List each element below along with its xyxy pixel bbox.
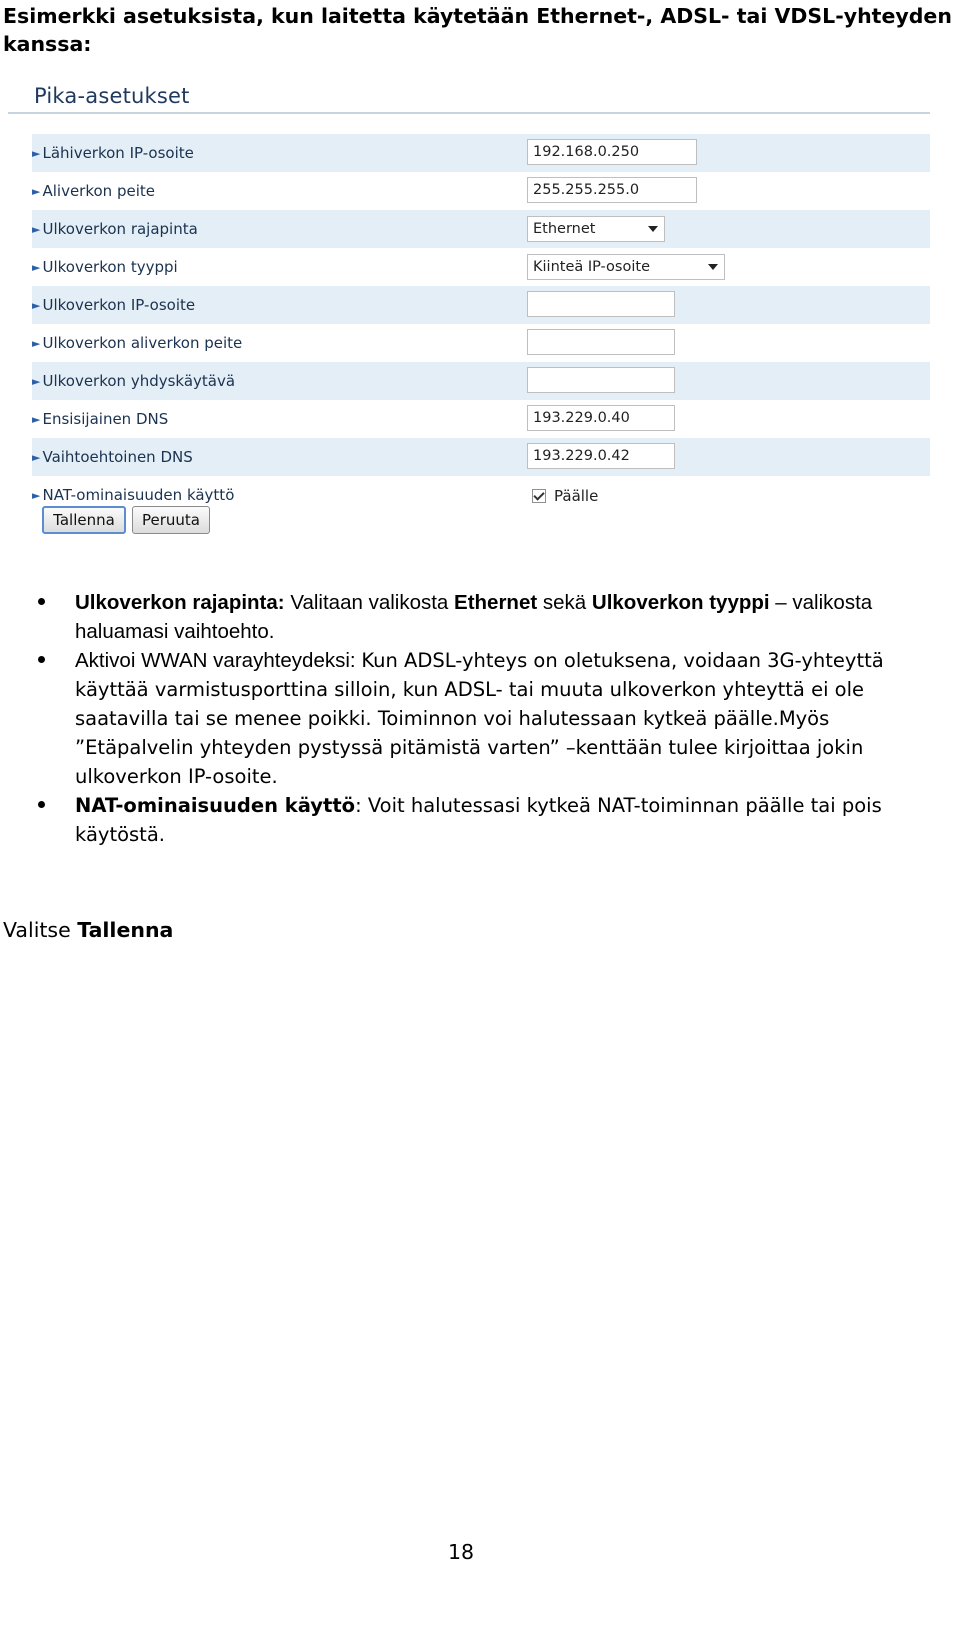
chevron-down-icon xyxy=(648,226,658,232)
wan-type-select[interactable]: Kiinteä IP-osoite xyxy=(527,254,725,280)
body-text: Valitaan valikosta xyxy=(284,591,455,614)
row-subnet-mask xyxy=(32,172,930,210)
bullet-icon xyxy=(38,656,45,663)
arrow-right-icon: ► xyxy=(32,451,41,464)
secondary-dns-input[interactable]: 193.229.0.42 xyxy=(527,443,675,469)
save-button[interactable]: Tallenna xyxy=(42,506,126,534)
row-label: ► Vaihtoehtoinen DNS xyxy=(32,448,193,466)
arrow-right-icon: ► xyxy=(32,375,41,388)
term: Tallenna xyxy=(77,918,174,942)
settings-rows xyxy=(32,134,930,514)
term: Ulkoverkon tyyppi xyxy=(591,591,770,614)
panel-title: Pika-asetukset xyxy=(34,84,190,108)
page-heading: Esimerkki asetuksista, kun laitetta käytetään Ethernet-, ADSL- tai VDSL-yhteyden kanssa: xyxy=(3,4,952,56)
row-wan-interface xyxy=(32,210,930,248)
list-item xyxy=(0,791,935,849)
nat-toggle[interactable] xyxy=(532,486,598,506)
body-text: – valikosta haluamasi vaihtoehto. xyxy=(75,591,873,643)
row-wan-ip xyxy=(32,286,930,324)
wan-gateway-input[interactable] xyxy=(527,367,675,393)
row-label: ► Ulkoverkon aliverkon peite xyxy=(32,334,243,352)
quick-settings-screenshot xyxy=(8,84,930,564)
bullet-icon xyxy=(38,801,45,808)
list-item xyxy=(0,588,935,646)
row-label: ► Ulkoverkon tyyppi xyxy=(32,258,178,276)
panel-divider xyxy=(8,112,930,114)
row-wan-gateway xyxy=(32,362,930,400)
list-item xyxy=(0,646,935,791)
row-label: ► Lähiverkon IP-osoite xyxy=(32,144,194,162)
body-text: sekä xyxy=(537,591,592,614)
page-number: 18 xyxy=(447,1540,475,1564)
cancel-button[interactable]: Peruuta xyxy=(132,506,210,534)
term: Ethernet xyxy=(454,591,538,614)
row-primary-dns xyxy=(32,400,930,438)
row-label: ► Aliverkon peite xyxy=(32,182,155,200)
body-text: Aktivoi WWAN varayhteydeksi: xyxy=(75,649,362,672)
nat-checkbox-label: Päälle xyxy=(554,487,599,505)
chevron-down-icon xyxy=(708,264,718,270)
arrow-right-icon: ► xyxy=(32,337,41,350)
body-text: Kun ADSL-yhteys on oletuksena, voidaan 3G-yhteyttä käyttää varmistusporttina silloin, kun ADSL- tai muuta ulkoverkon yhteyttä ei ole saatavilla tai se menee poikki. Toiminnon voi halutessaan kytkeä päälle.Myös ”Etäpalvelin yhteyden pystyssä pitämistä varten” –kenttään tulee kirjoittaa jokin ulkoverkon IP-osoite. xyxy=(75,649,884,788)
row-label: ► Ulkoverkon IP-osoite xyxy=(32,296,196,314)
row-label: ► NAT-ominaisuuden käyttö xyxy=(32,486,235,504)
arrow-right-icon: ► xyxy=(32,147,41,160)
nat-checkbox[interactable] xyxy=(532,489,546,503)
lan-ip-input[interactable]: 192.168.0.250 xyxy=(527,139,697,165)
wan-subnet-input[interactable] xyxy=(527,329,675,355)
arrow-right-icon: ► xyxy=(32,299,41,312)
arrow-right-icon: ► xyxy=(32,413,41,426)
row-wan-subnet xyxy=(32,324,930,362)
row-wan-type xyxy=(32,248,930,286)
row-label: ► Ensisijainen DNS xyxy=(32,410,169,428)
primary-dns-input[interactable]: 193.229.0.40 xyxy=(527,405,675,431)
row-label: ► Ulkoverkon yhdyskäytävä xyxy=(32,372,236,390)
arrow-right-icon: ► xyxy=(32,261,41,274)
subnet-mask-input[interactable]: 255.255.255.0 xyxy=(527,177,697,203)
wan-ip-input[interactable] xyxy=(527,291,675,317)
row-secondary-dns xyxy=(32,438,930,476)
body-text: : Voit halutessasi kytkeä NAT-toiminnan päälle tai pois käytöstä. xyxy=(75,794,882,846)
arrow-right-icon: ► xyxy=(32,185,41,198)
row-label: ► Ulkoverkon rajapinta xyxy=(32,220,198,238)
arrow-right-icon: ► xyxy=(32,223,41,236)
closing-instruction: Valitse Tallenna xyxy=(3,918,174,942)
bullet-icon xyxy=(38,598,45,605)
term: Ulkoverkon rajapinta: xyxy=(75,591,285,614)
row-lan-ip xyxy=(32,134,930,172)
bullet-list xyxy=(0,588,960,849)
term: NAT-ominaisuuden käyttö xyxy=(75,794,356,817)
arrow-right-icon: ► xyxy=(32,489,41,502)
wan-interface-select[interactable]: Ethernet xyxy=(527,216,665,242)
